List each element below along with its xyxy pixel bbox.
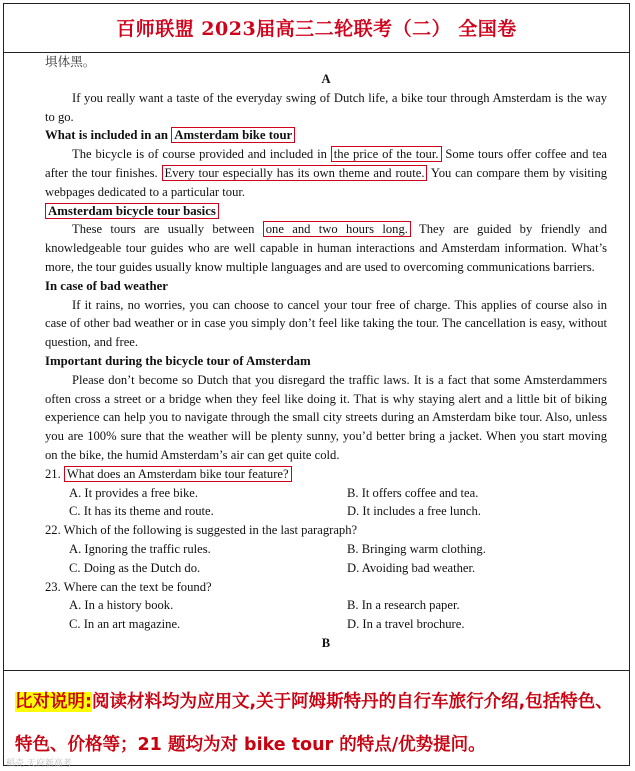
question-number: 21. (45, 466, 64, 481)
highlight-box: Amsterdam bike tour (171, 127, 295, 143)
paragraph-weather: If it rains, no worries, you can choose to cancel your tour free of charge. This applies of course also in case of other bad weather or in case you simply don’t feel like taking the tour. The cancellation is easy, without question, and free. (45, 297, 607, 350)
options-grid (45, 596, 607, 634)
highlight-box: Amsterdam bicycle tour basics (45, 203, 219, 219)
paragraph-included (45, 145, 607, 201)
question-stem (45, 578, 607, 597)
question-number: 23. (45, 579, 64, 594)
question-22 (45, 521, 607, 577)
passage-letter: A (321, 72, 331, 86)
question-text: Which of the following is suggested in the last paragraph? (63, 523, 358, 538)
options-grid (45, 540, 607, 578)
option-a: A. In a history book. (69, 598, 174, 613)
text-span: The bicycle is of course provided and included in (72, 147, 331, 162)
section-heading-basics (45, 202, 607, 221)
highlight-box: What does an Amsterdam bike tour feature? (64, 466, 292, 482)
question-number: 22. (45, 523, 64, 538)
intro-paragraph: If you really want a taste of the everyday swing of Dutch life, a bike tour through Amsterdam is the way to go. (45, 90, 607, 124)
note-label: 比对说明: (15, 692, 92, 712)
paragraph-basics (45, 220, 607, 276)
section-heading-important: Important during the bicycle tour of Amsterdam (45, 353, 311, 368)
question-23 (45, 578, 607, 634)
option-b: B. It offers coffee and tea. (347, 485, 479, 500)
option-a: A. It provides a free bike. (69, 485, 199, 500)
options-grid (45, 484, 607, 522)
document-title: 百师联盟 2023届高三二轮联考（二） 全国卷 (116, 18, 517, 40)
option-a: A. Ignoring the traffic rules. (69, 541, 211, 556)
paragraph-important: Please don’t become so Dutch that you disregard the traffic laws. It is a fact that some Amsterdammers often cross a street or a bridge when they feel like doing it. That is why staying alert and a little bit of biking experience can help you to navigate through the small city streets during an Amsterdam bike tour. Also, unless you are 100% sure that the weather will be plenty sunny, you’d better bring a jacket. When you start moving on the bike, the humid Amsterdam’s air can get quite cold. (45, 372, 607, 462)
option-c: C. Doing as the Dutch do. (69, 560, 201, 575)
cut-off-text-bottom: B (321, 635, 331, 650)
text-span: These tours are usually between (72, 222, 263, 237)
section-heading-included (45, 126, 607, 145)
option-d: D. It includes a free lunch. (347, 504, 481, 519)
option-d: D. In a travel brochure. (347, 617, 465, 632)
watermark: 稻壳 天府新高考 (6, 759, 72, 769)
question-stem (45, 465, 607, 484)
note-text: 阅读材料均为应用文,关于阿姆斯特丹的自行车旅行介绍,包括特色、特色、价格等；21 题均为对 bike tour 的特点/优势提问。 (15, 692, 613, 755)
highlight-box: the price of the tour. (331, 146, 442, 162)
question-text: Where can the text be found? (63, 579, 212, 594)
text-span: Some tours offer coffee and tea after the tour finishes. (45, 147, 608, 180)
text-span: You can compare them by visiting webpages dedicated to a particular tour. (45, 165, 607, 199)
option-c: C. It has its theme and route. (69, 504, 214, 519)
question-21 (45, 465, 607, 521)
highlight-box: Every tour especially has its own theme and route. (162, 165, 428, 181)
title-bar (3, 3, 630, 53)
option-c: C. In an art magazine. (69, 617, 181, 632)
text-span: They are guided by friendly and knowledgeable tour guides who are well capable in human interactions and Amsterdam information. What’s more, the tour guides usually know multiple languages and are used to overcoming communications barriers. (45, 222, 607, 274)
question-stem (45, 521, 607, 540)
exam-passage (45, 55, 608, 660)
option-b: B. Bringing warm clothing. (347, 541, 486, 556)
option-b: B. In a research paper. (347, 598, 460, 613)
option-d: D. Avoiding bad weather. (347, 560, 476, 575)
cut-off-text-top: 埧体黑。 (45, 55, 96, 69)
comparison-note (3, 670, 630, 766)
heading-text: What is included in an (45, 128, 172, 143)
highlight-box: one and two hours long. (263, 221, 411, 237)
section-heading-weather: In case of bad weather (45, 278, 168, 293)
